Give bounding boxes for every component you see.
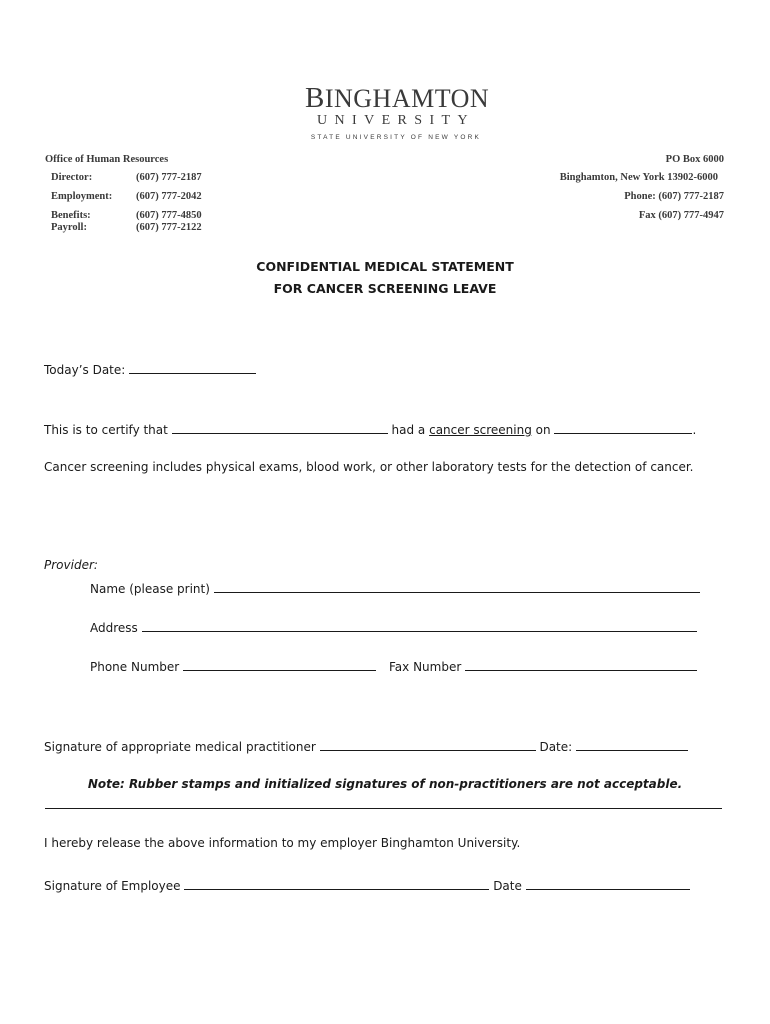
certify-end: . [692, 423, 697, 437]
screening-description: Cancer screening includes physical exams, blood work, or other laboratory tests for the detection of cancer. [44, 460, 694, 474]
employee-signature-field[interactable] [184, 876, 489, 890]
provider-phone-row [90, 657, 376, 674]
employee-signature-label: Signature of Employee [44, 879, 181, 893]
todays-date-row [44, 360, 256, 377]
provider-address-row [90, 618, 697, 635]
release-statement: I hereby release the above information to my employer Binghamton University. [44, 836, 521, 850]
certify-row [44, 420, 696, 437]
logo-university: UNIVERSITY [317, 113, 475, 128]
provider-fax-row [389, 657, 697, 674]
main-phone: Phone: (607) 777-2187 [624, 191, 724, 202]
screening-date-field[interactable] [554, 420, 692, 434]
practitioner-signature-field[interactable] [320, 737, 536, 751]
payroll-label: Payroll: [51, 222, 87, 233]
director-label: Director: [51, 172, 93, 183]
logo-tagline: STATE UNIVERSITY OF NEW YORK [310, 134, 482, 141]
office-heading: Office of Human Resources [45, 154, 169, 165]
practitioner-date-field[interactable] [576, 737, 688, 751]
practitioner-date-label: Date: [539, 740, 573, 754]
provider-address-label: Address [90, 621, 138, 635]
provider-heading: Provider: [44, 558, 98, 572]
stamp-note: Note: Rubber stamps and initialized signatures of non-practitioners are not acceptable. [87, 777, 683, 791]
certify-prefix: This is to certify that [44, 423, 168, 437]
patient-name-field[interactable] [172, 420, 388, 434]
cancer-screening-link: cancer screening [429, 423, 532, 437]
benefits-label: Benefits: [51, 210, 91, 221]
university-logo [305, 82, 490, 146]
employment-phone: (607) 777-2042 [136, 191, 202, 202]
provider-fax-label: Fax Number [389, 660, 462, 674]
certify-on: on [535, 423, 551, 437]
employee-date-label: Date [493, 879, 522, 893]
payroll-phone: (607) 777-2122 [136, 222, 202, 233]
provider-name-row [90, 579, 700, 596]
certify-mid: had a [391, 423, 426, 437]
fax-number: Fax (607) 777-4947 [638, 210, 724, 221]
practitioner-signature-row [44, 737, 688, 754]
provider-address-field[interactable] [142, 618, 697, 632]
provider-fax-field[interactable] [465, 657, 697, 671]
employee-date-field[interactable] [526, 876, 690, 890]
employment-label: Employment: [51, 191, 113, 202]
todays-date-field[interactable] [129, 360, 256, 374]
practitioner-signature-label: Signature of appropriate medical practitioner [44, 740, 316, 754]
po-box: PO Box 6000 [665, 154, 724, 165]
form-title-line1: CONFIDENTIAL MEDICAL STATEMENT [256, 259, 514, 274]
provider-name-field[interactable] [214, 579, 700, 593]
todays-date-label: Today’s Date: [44, 363, 126, 377]
director-phone: (607) 777-2187 [136, 172, 202, 183]
city-state-zip: Binghamton, New York 13902-6000 [559, 172, 718, 183]
section-divider [45, 808, 722, 809]
provider-phone-label: Phone Number [90, 660, 180, 674]
employee-signature-row [44, 876, 690, 893]
form-title-line2: FOR CANCER SCREENING LEAVE [273, 281, 497, 296]
provider-phone-field[interactable] [183, 657, 376, 671]
benefits-phone: (607) 777-4850 [136, 210, 202, 221]
provider-name-label: Name (please print) [90, 582, 210, 596]
logo-wordmark: BINGHAMTON [305, 82, 490, 114]
